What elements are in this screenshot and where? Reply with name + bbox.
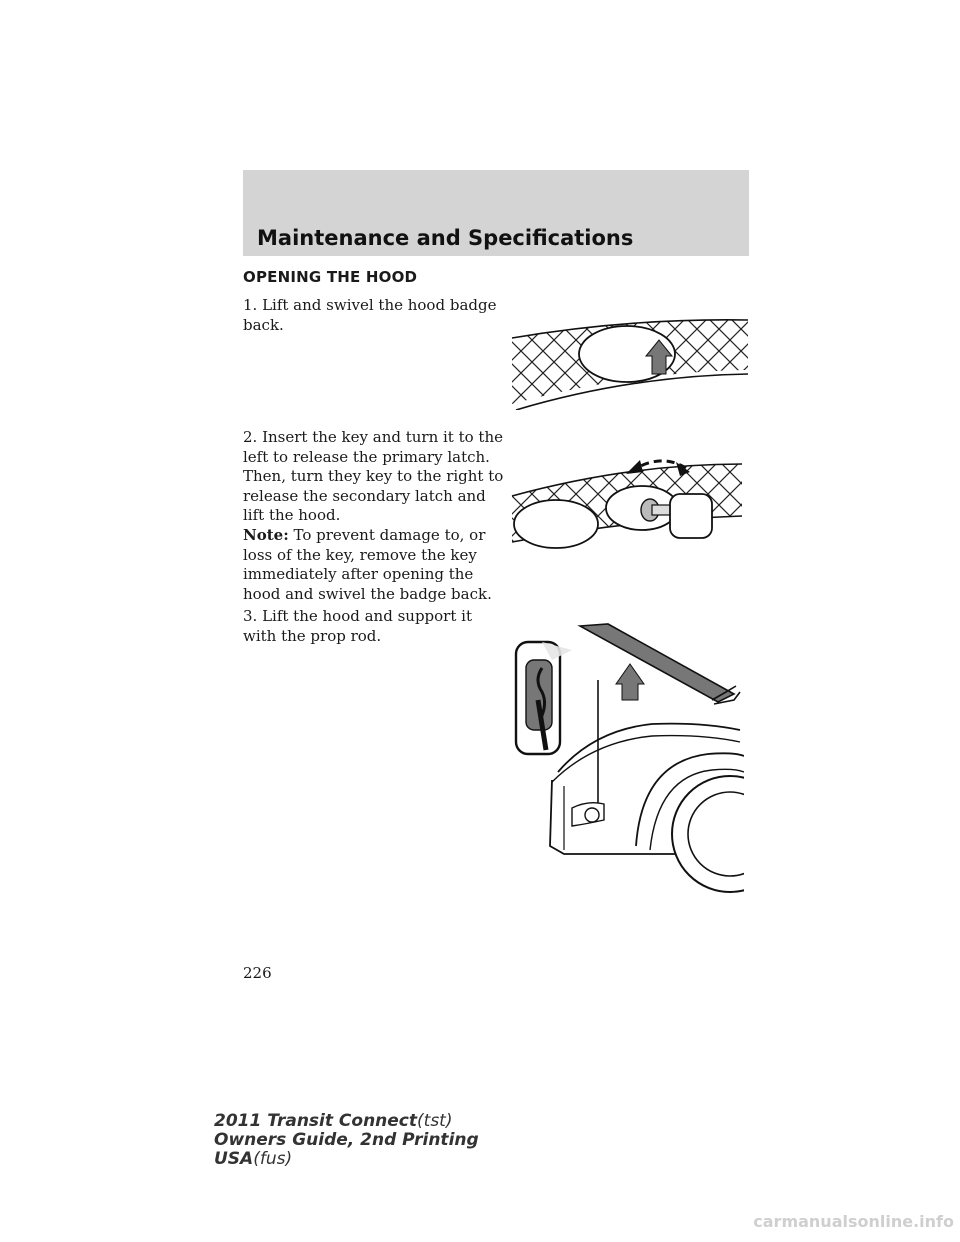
note-text: To prevent damage to, or loss of the key, remove the key immediately after opening the hood and swivel the badge back.	[243, 526, 492, 603]
note-paragraph	[243, 526, 505, 604]
section-header-band	[243, 170, 749, 256]
section-header-title: Maintenance and Specifications	[257, 226, 634, 250]
step-2-text: 2. Insert the key and turn it to the left to release the primary latch. Then, turn they key to the right to release the secondary latch and lift the hood.	[243, 428, 504, 524]
hood-badge-lift-icon	[510, 318, 750, 410]
document-footer	[214, 1112, 479, 1169]
hood-prop-rod-icon	[512, 620, 744, 900]
step-3-text: 3. Lift the hood and support it with the prop rod.	[243, 607, 472, 645]
footer-model-code: (tst)	[417, 1111, 453, 1131]
watermark: carmanualsonline.info	[753, 1212, 954, 1231]
footer-edition: Owners Guide, 2nd Printing	[214, 1130, 479, 1150]
page-number: 226	[243, 964, 272, 982]
footer-market-code: (fus)	[253, 1149, 293, 1169]
note-label: Note:	[243, 526, 289, 544]
section-heading: OPENING THE HOOD	[243, 268, 418, 286]
footer-model: 2011 Transit Connect	[214, 1111, 418, 1131]
key-turn-latch-icon	[510, 450, 750, 550]
step-1-text: 1. Lift and swivel the hood badge back.	[243, 296, 497, 334]
footer-market: USA	[214, 1149, 254, 1169]
